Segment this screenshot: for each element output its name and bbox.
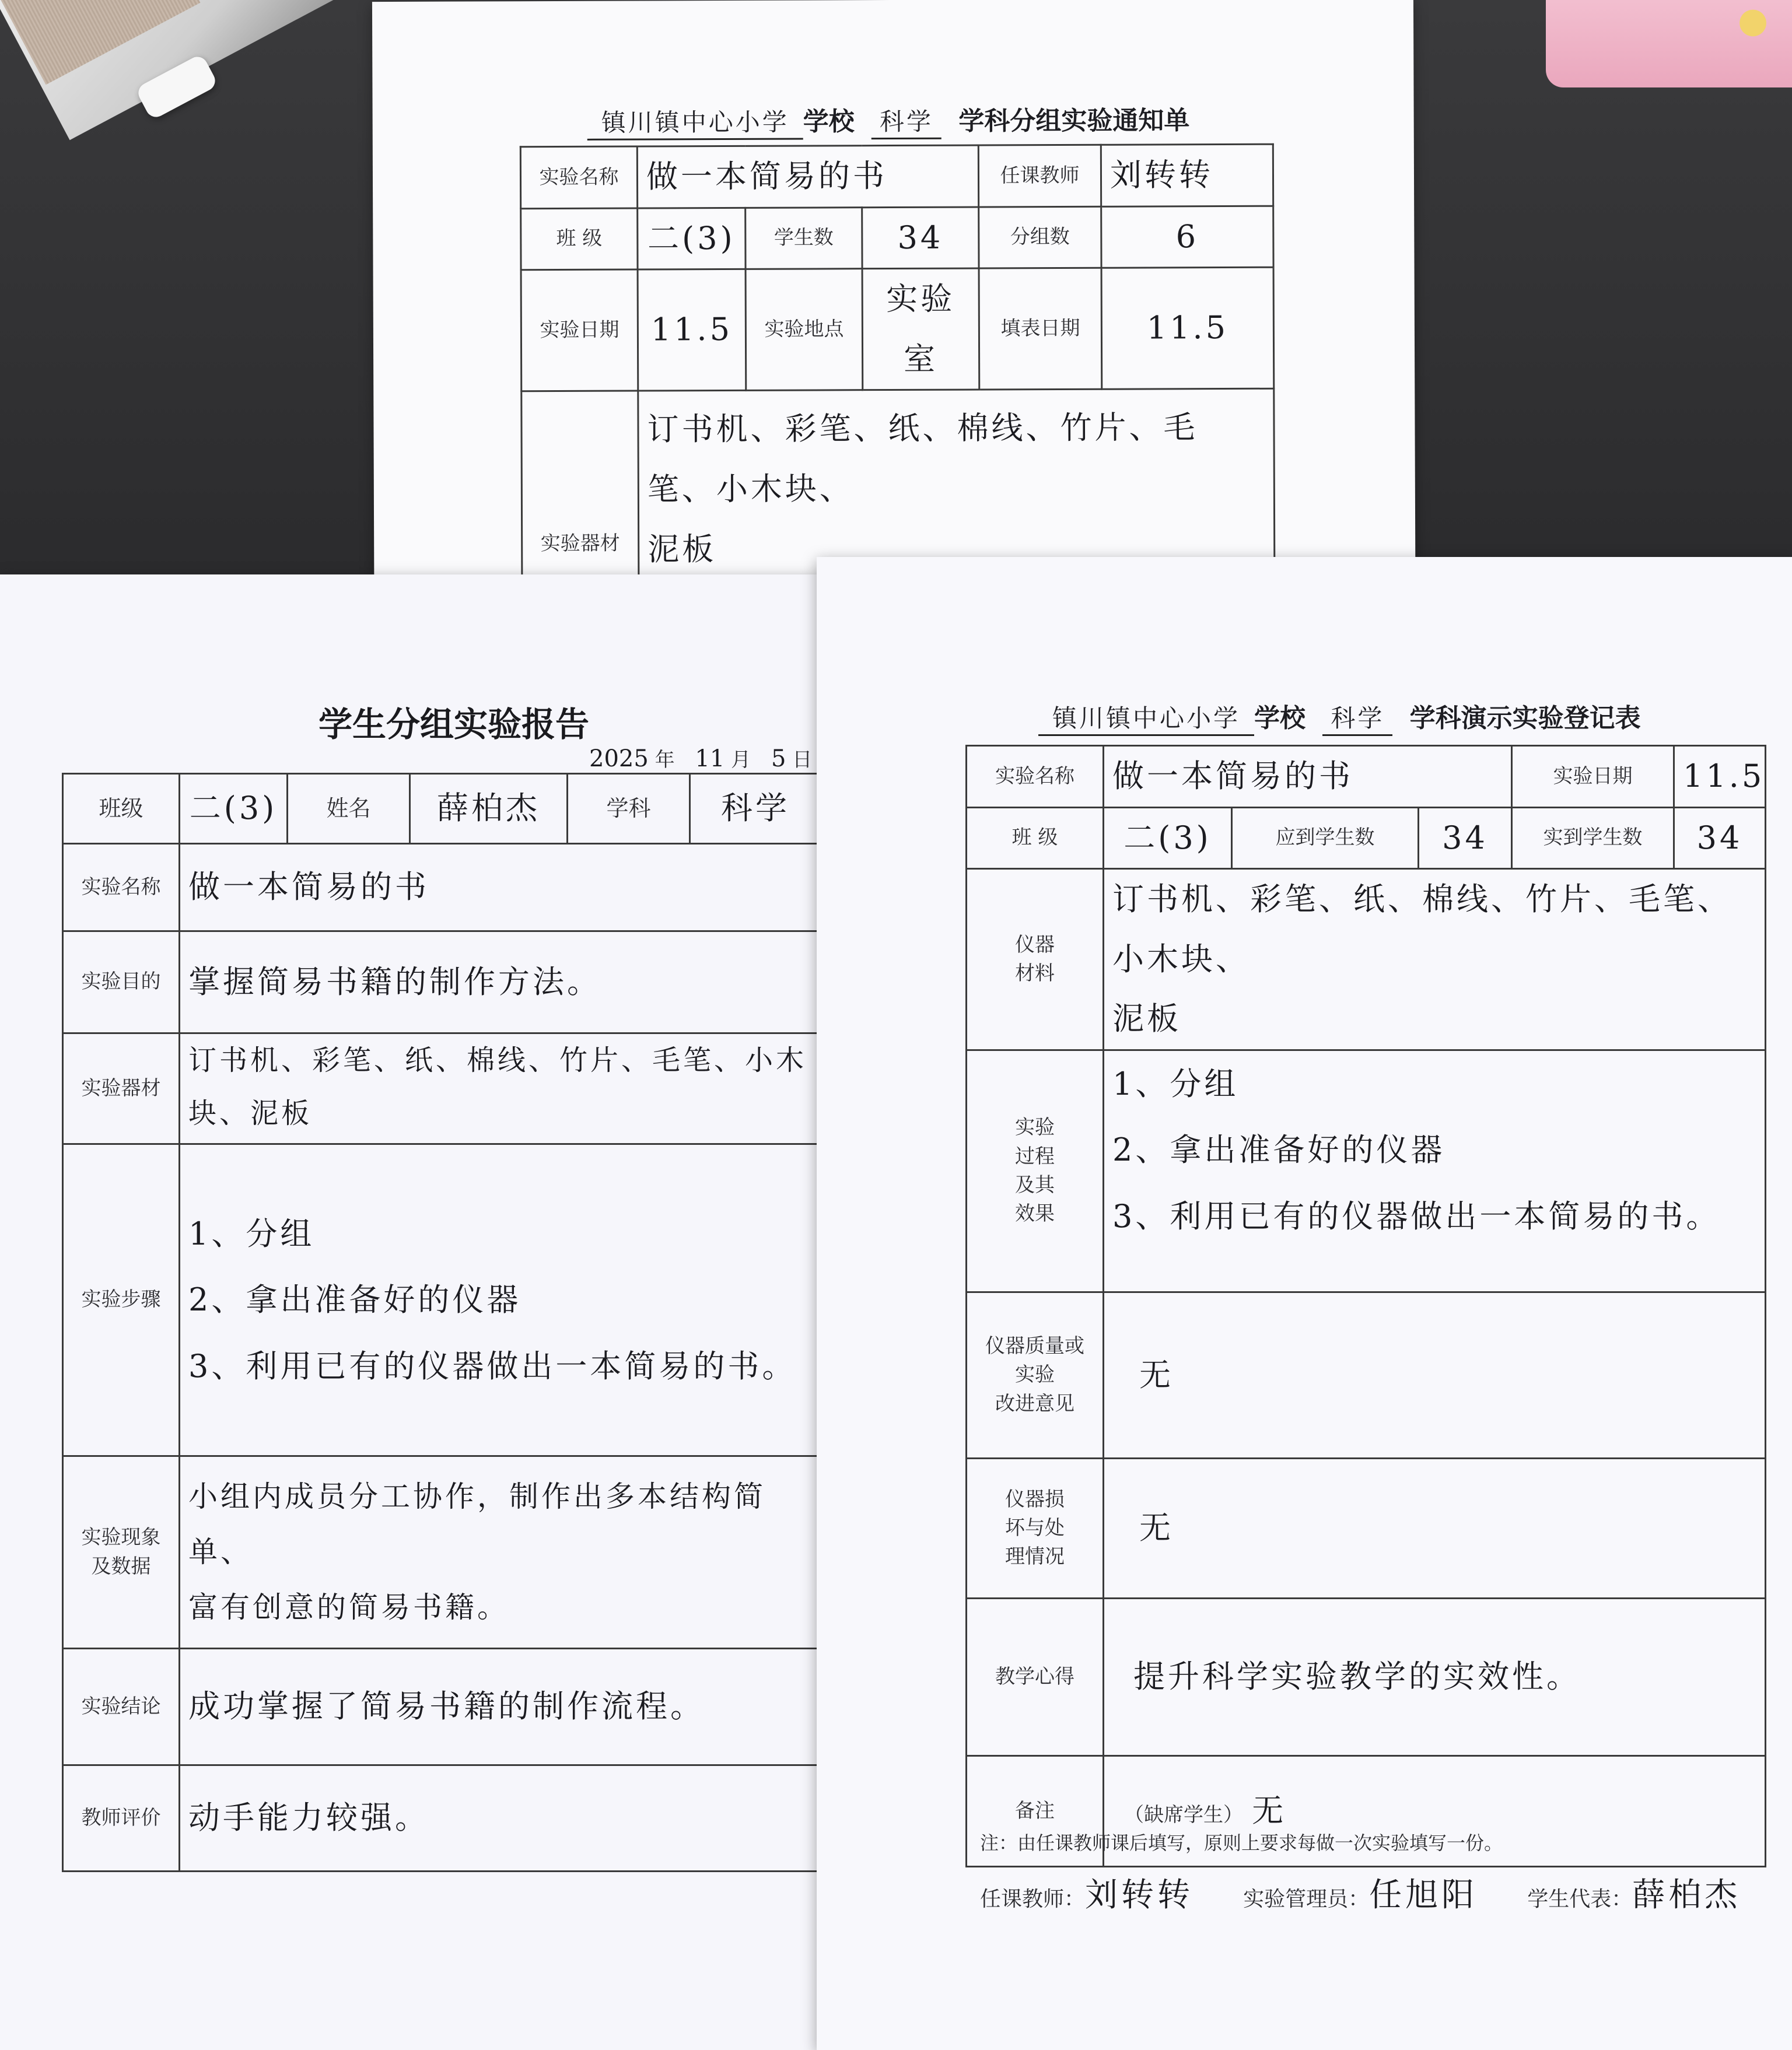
register-class-label: 班 级	[967, 807, 1104, 869]
report-class-label: 班级	[63, 774, 180, 844]
register-process-label-line2: 过程	[1015, 1144, 1055, 1168]
report-phenomena-value	[180, 1456, 821, 1649]
register-process-label	[967, 1050, 1104, 1292]
notice-place-value: 实验室	[862, 268, 979, 390]
register-damage-label-line1: 仪器损	[1005, 1487, 1065, 1511]
register-subject: 科学	[1322, 699, 1392, 736]
report-purpose-label: 实验目的	[63, 931, 180, 1033]
report-phenomena-line2: 富有创意的简易书籍。	[188, 1590, 509, 1624]
report-purpose-value: 掌握简易书籍的制作方法。	[180, 931, 821, 1033]
report-step-3: 3、利用已有的仪器做出一本简易的书。	[188, 1347, 797, 1385]
register-experience-value: 提升科学实验教学的实效性。	[1104, 1598, 1766, 1755]
notice-materials-line1: 订书机、彩笔、纸、棉线、竹片、毛笔、小木块、	[647, 409, 1198, 508]
register-quality-label-line1: 仪器质量或	[985, 1334, 1084, 1358]
register-date-label: 实验日期	[1512, 746, 1674, 808]
notice-materials-line2: 泥板	[648, 530, 717, 568]
notice-date-value: 11.5	[638, 269, 746, 391]
notice-name-label: 实验名称	[520, 146, 637, 208]
signature-teacher-label: 任课教师：	[980, 1887, 1086, 1911]
notice-title-suffix: 学科分组实验通知单	[958, 106, 1190, 136]
signature-manager-label: 实验管理员：	[1243, 1887, 1370, 1911]
notice-groups-value: 6	[1101, 206, 1273, 268]
register-materials-line1: 订书机、彩笔、纸、棉线、竹片、毛笔、小木块、	[1112, 881, 1732, 977]
notice-date-label: 实验日期	[521, 269, 638, 391]
notice-name-value: 做一本简易的书	[637, 145, 978, 208]
notice-teacher-value: 刘转转	[1101, 144, 1273, 206]
report-year-label: 年	[654, 748, 675, 772]
report-table	[62, 773, 822, 1872]
notice-materials-label: 实验器材	[522, 391, 639, 697]
notice-subject: 科学	[872, 103, 942, 139]
register-table	[965, 745, 1766, 1867]
register-materials-label-line2: 材料	[1015, 962, 1055, 986]
report-month: 11	[695, 745, 725, 772]
register-title-suffix: 学科演示实验登记表	[1409, 703, 1641, 733]
report-evaluation-label: 教师评价	[63, 1765, 180, 1872]
register-remark-label: 备注	[967, 1755, 1104, 1866]
register-materials-label	[967, 869, 1104, 1050]
report-year: 2025	[589, 745, 649, 772]
register-process-label-line1: 实验	[1015, 1116, 1055, 1140]
register-step-1: 1、分组	[1112, 1065, 1239, 1102]
report-exp-name-value: 做一本简易的书	[180, 844, 821, 931]
report-subject-label: 学科	[568, 774, 690, 844]
register-title	[1038, 697, 1641, 736]
notice-students-label: 学生数	[746, 207, 862, 269]
register-damage-label-line2: 坏与处	[1005, 1516, 1065, 1540]
report-day: 5	[771, 745, 786, 772]
register-actual-label: 实到学生数	[1512, 807, 1674, 869]
register-damage-label	[967, 1458, 1104, 1598]
register-quality-label-line3: 改进意见	[995, 1392, 1074, 1415]
report-name-value: 薛柏杰	[410, 774, 568, 844]
report-conclusion-value: 成功掌握了简易书籍的制作流程。	[180, 1649, 821, 1765]
register-quality-value: 无	[1104, 1292, 1766, 1458]
register-materials-line2: 泥板	[1112, 1000, 1181, 1038]
register-step-2: 2、拿出准备好的仪器	[1112, 1131, 1446, 1169]
report-phenomena-line1: 小组内成员分工协作，制作出多本结构简单、	[188, 1480, 766, 1569]
register-experience-label: 教学心得	[967, 1598, 1104, 1755]
register-expected-value: 34	[1419, 807, 1512, 869]
register-process-label-line3: 及其	[1015, 1173, 1055, 1197]
report-materials-label: 实验器材	[63, 1033, 180, 1144]
register-name-value: 做一本简易的书	[1104, 746, 1512, 808]
report-title: 学生分组实验报告	[318, 705, 590, 744]
notice-fill-date-label: 填表日期	[979, 268, 1102, 390]
register-school: 镇川镇中心小学	[1038, 699, 1254, 736]
register-class-value: 二(3)	[1104, 807, 1232, 869]
notice-title	[587, 99, 1190, 141]
report-exp-name-label: 实验名称	[63, 844, 180, 931]
signature-manager: 任旭阳	[1369, 1876, 1478, 1914]
notice-school: 镇川镇中心小学	[587, 103, 803, 141]
register-process-value	[1104, 1050, 1766, 1292]
register-footnote: 注：由任课教师课后填写，原则上要求每做一次实验填写一份。	[980, 1832, 1503, 1854]
register-process-label-line4: 效果	[1015, 1202, 1055, 1226]
notice-students-value: 34	[862, 207, 979, 269]
register-materials-label-line1: 仪器	[1015, 933, 1055, 956]
report-evaluation-value: 动手能力较强。	[180, 1765, 821, 1872]
register-damage-value: 无	[1104, 1458, 1766, 1598]
register-quality-label-line2: 实验	[1015, 1363, 1055, 1387]
register-damage-label-line3: 理情况	[1005, 1545, 1065, 1569]
notice-teacher-label: 任课教师	[978, 145, 1101, 206]
register-school-suffix: 学校	[1254, 703, 1306, 733]
report-steps-value	[180, 1144, 821, 1456]
notice-fill-date-value: 11.5	[1101, 267, 1274, 389]
report-steps-label: 实验步骤	[63, 1144, 180, 1456]
report-phenomena-label	[63, 1456, 180, 1649]
register-sheet	[817, 557, 1792, 2050]
duck-sticker-icon: ●	[1737, 0, 1769, 41]
notice-class-value: 二(3)	[638, 208, 746, 269]
notice-class-label: 班 级	[521, 208, 638, 270]
register-date-value: 11.5	[1674, 746, 1766, 808]
report-month-label: 月	[731, 748, 751, 772]
register-absent-value: 无	[1252, 1792, 1287, 1830]
report-phenomena-label-line2: 及数据	[91, 1554, 151, 1578]
notice-school-suffix: 学校	[803, 107, 855, 137]
register-name-label: 实验名称	[967, 746, 1104, 808]
notice-groups-label: 分组数	[979, 206, 1101, 268]
report-subject-value: 科学	[690, 774, 821, 844]
report-class-value: 二(3)	[180, 774, 288, 844]
signature-student-label: 学生代表：	[1527, 1887, 1633, 1911]
report-phenomena-label-line1: 实验现象	[81, 1526, 161, 1550]
register-absent-label: （缺席学生）	[1124, 1803, 1243, 1827]
register-expected-label: 应到学生数	[1232, 807, 1419, 869]
signature-teacher: 刘转转	[1085, 1876, 1194, 1914]
register-quality-label	[967, 1292, 1104, 1458]
register-signatures	[980, 1869, 1741, 1916]
register-actual-value: 34	[1674, 807, 1766, 869]
report-day-label: 日	[792, 748, 813, 772]
register-materials-value	[1104, 869, 1766, 1050]
report-sheet	[0, 574, 820, 2050]
report-step-1: 1、分组	[188, 1215, 315, 1252]
report-step-2: 2、拿出准备好的仪器	[188, 1281, 522, 1319]
notice-place-label: 实验地点	[746, 269, 863, 391]
report-name-label: 姓名	[288, 774, 410, 844]
report-materials-value: 订书机、彩笔、纸、棉线、竹片、毛笔、小木块、泥板	[180, 1033, 821, 1144]
report-conclusion-label: 实验结论	[63, 1649, 180, 1765]
signature-student: 薛柏杰	[1632, 1876, 1741, 1914]
register-step-3: 3、利用已有的仪器做出一本简易的书。	[1112, 1197, 1721, 1235]
report-date	[589, 744, 812, 772]
